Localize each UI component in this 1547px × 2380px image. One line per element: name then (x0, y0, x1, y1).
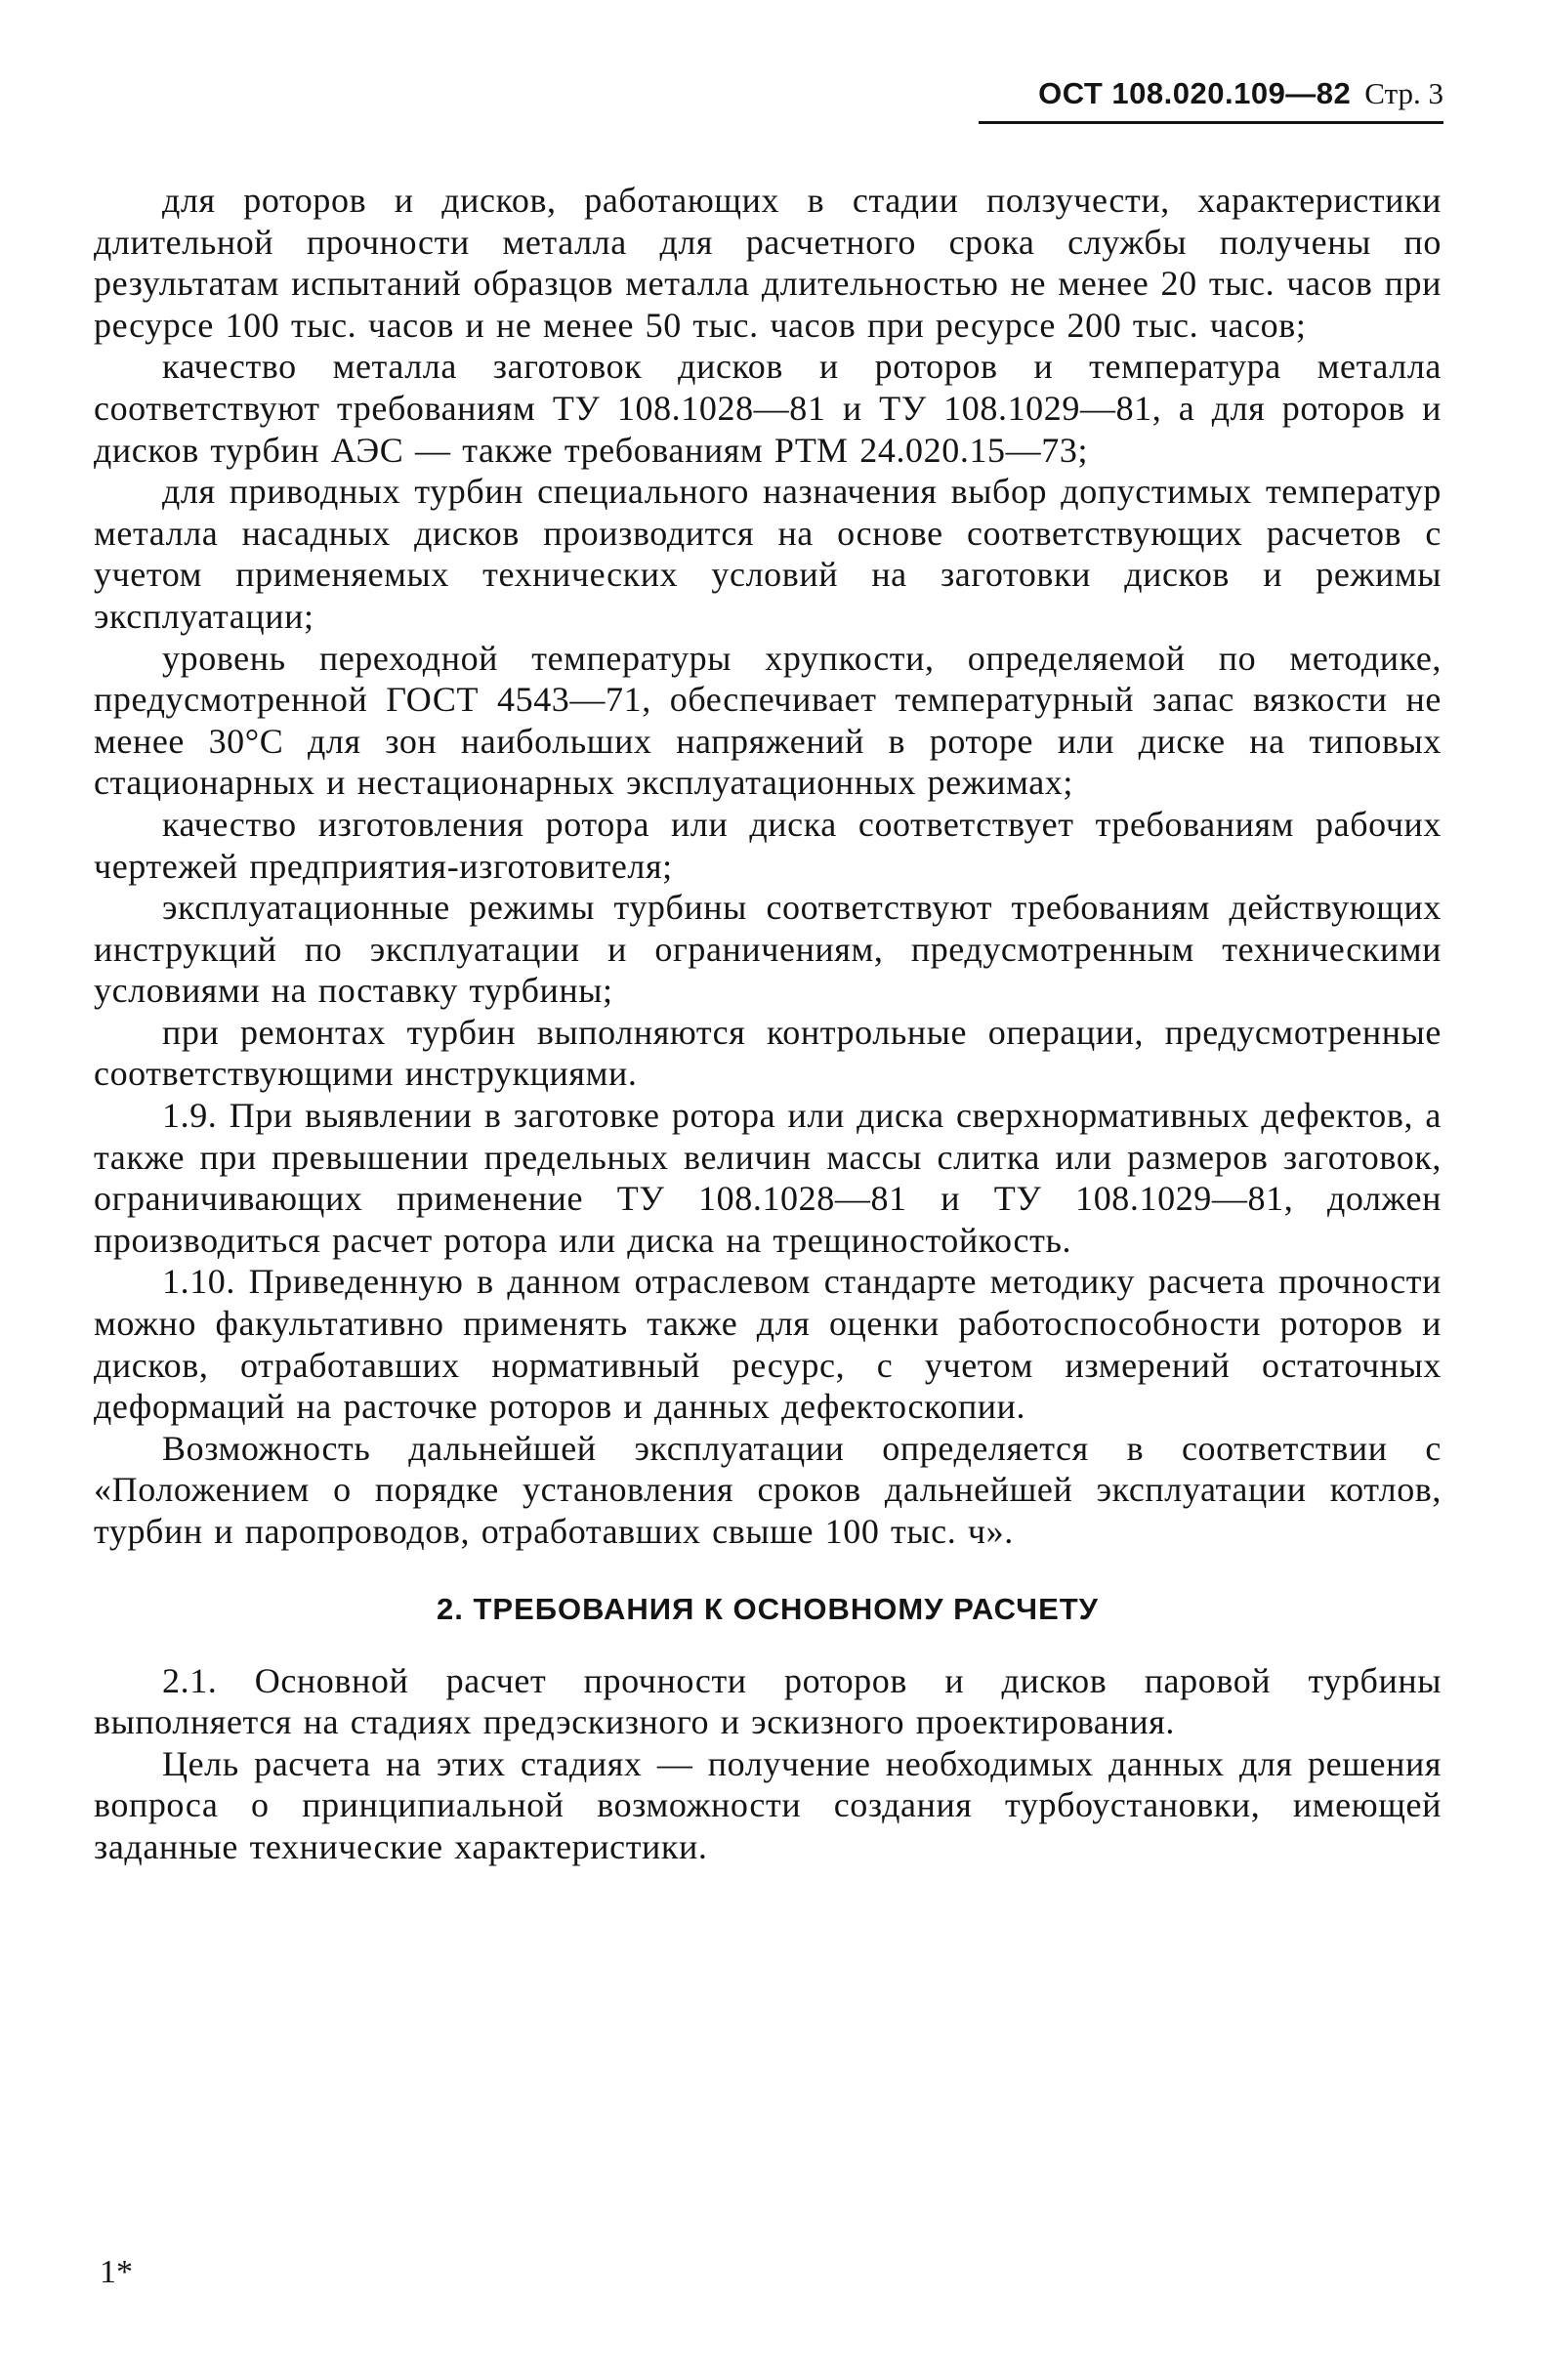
paragraph: качество изготовления ротора или диска соответствует требованиям рабочих чертежей предприятия-изготовителя; (94, 804, 1442, 886)
paragraph: Цель расчета на этих стадиях — получение необходимых данных для решения вопроса о принципиальной возможности создания турбоустановки, имеющей заданные технические характеристики. (94, 1743, 1442, 1866)
paragraph: для приводных турбин специального назначения выбор допустимых температур металла насадных дисков производится на основе соответствующих расчетов с учетом применяемых технических условий на заготовки дисков и режимы эксплуатации; (94, 472, 1442, 636)
signature-mark: 1* (100, 2254, 133, 2290)
clause-2-1: 2.1. Основной расчет прочности роторов и дисков паровой турбины выполняется на стадиях предэскизного и эскизного проектирования. (94, 1660, 1442, 1742)
standard-code: ОСТ 108.020.109—82 (1038, 76, 1352, 110)
paragraph: эксплуатационные режимы турбины соответствуют требованиям действующих инструкций по эксплуатации и ограничениям, предусмотренным техническими условиями на поставку турбины; (94, 888, 1442, 1011)
body-text (94, 180, 1442, 1868)
clause-1-9: 1.9. При выявлении в заготовке ротора или диска сверхнормативных дефектов, а также при превышении предельных величин массы слитка или размеров заготовок, ограничивающих применение ТУ 108.1028—81 и ТУ 108.1029—81, должен производиться расчет ротора или диска на трещиностойкость. (94, 1096, 1442, 1260)
paragraph: уровень переходной температуры хрупкости, определяемой по методике, предусмотренной ГОСТ 4543—71, обеспечивает температурный запас вязкости не менее 30°С для зон наибольших напряжений в роторе или диске на типовых стационарных и нестационарных эксплуатационных режимах; (94, 638, 1442, 803)
paragraph: качество металла заготовок дисков и роторов и температура металла соответствуют требованиям ТУ 108.1028—81 и ТУ 108.1029—81, а для роторов и дисков турбин АЭС — также требованиям РТМ 24.020.15—73; (94, 347, 1442, 470)
paragraph: при ремонтах турбин выполняются контрольные операции, предусмотренные соответствующими инструкциями. (94, 1012, 1442, 1094)
paragraph: для роторов и дисков, работающих в стадии ползучести, характеристики длительной прочности металла для расчетного срока службы получены по результатам испытаний образцов металла длительностью не менее 20 тыс. часов при ресурсе 100 тыс. часов и не менее 50 тыс. часов при ресурсе 200 тыс. часов; (94, 181, 1442, 345)
header-rule (979, 121, 1443, 124)
clause-1-10: 1.10. Приведенную в данном отраслевом стандарте методику расчета прочности можно факультативно применять также для оценки работоспособности роторов и дисков, отработавших нормативный ресурс, с учетом измерений остаточных деформаций на расточке роторов и данных дефектоскопии. (94, 1262, 1442, 1427)
page-number: Стр. 3 (1364, 76, 1443, 110)
paragraph: Возможность дальнейшей эксплуатации определяется в соответствии с «Положением о порядке установления сроков дальнейшей эксплуатации котлов, турбин и паропроводов, отработавших свыше 100 тыс. ч». (94, 1428, 1442, 1551)
section-heading: 2. ТРЕБОВАНИЯ К ОСНОВНОМУ РАСЧЕТУ (437, 1591, 1099, 1626)
